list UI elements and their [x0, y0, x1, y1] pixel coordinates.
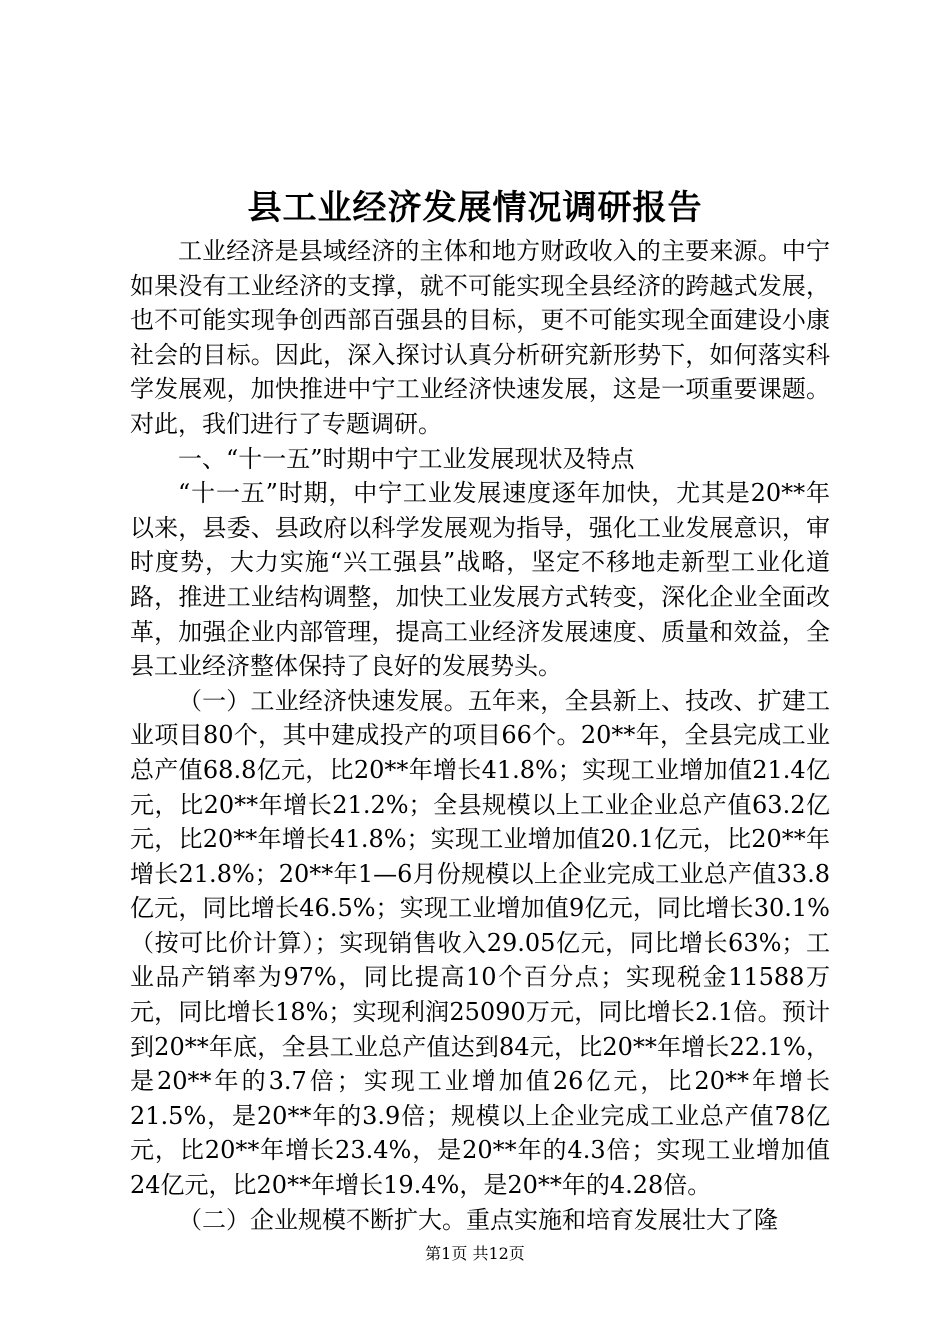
paragraph-subsection-2: （二）企业规模不断扩大。重点实施和培育发展壮大了隆 [178, 1205, 778, 1234]
document-body [130, 234, 830, 1237]
document-title: 县工业经济发展情况调研报告 [247, 188, 703, 228]
paragraph-overview: “十一五”时期，中宁工业发展速度逐年加快，尤其是20**年以来，县委、县政府以科学发展观为指导，强化工业发展意识，审时度势，大力实施“兴工强县”战略，坚定不移地走新型工业化道路，推进工业结构调整，加快工业发展方式转变，深化企业全面改革，加强企业内部管理，提高工业经济发展速度、质量和效益，全县工业经济整体保持了良好的发展势头。 [130, 479, 830, 681]
paragraph-intro: 工业经济是县域经济的主体和地方财政收入的主要来源。中宁如果没有工业经济的支撑，就不可能实现全县经济的跨越式发展，也不可能实现争创西部百强县的目标，更不可能实现全面建设小康社会的目标。因此，深入探讨认真分析研究新形势下，如何落实科学发展观，加快推进中宁工业经济快速发展，这是一项重要课题。对此，我们进行了专题调研。 [130, 237, 830, 438]
paragraph-subsection-1: （一）工业经济快速发展。五年来，全县新上、技改、扩建工业项目80个，其中建成投产的项目66个。20**年，全县完成工业总产值68.8亿元，比20**年增长41.8%；实现工业增加值21.4亿元，比20**年增长21.2%；全县规模以上工业企业总产值63.2亿元，比20**年增长41.8%；实现工业增加值20.1亿元，比20**年增长21.8%；20**年1—6月份规模以上企业完成工业总产值33.8亿元，同比增长46.5%；实现工业增加值9亿元，同比增长30.1%（按可比价计算）；实现销售收入29.05亿元，同比增长63%；工业品产销率为97%，同比提高10个百分点；实现税金11588万元，同比增长18%；实现利润25090万元，同比增长2.1倍。预计到20**年底，全县工业总产值达到84元，比20**年增长22.1%，是20**年的3.7倍；实现工业增加值26亿元，比20**年增长21.5%，是20**年的3.9倍；规模以上企业完成工业总产值78亿元，比20**年增长23.4%，是20**年的4.3倍；实现工业增加值24亿元，比20**年增长19.4%，是20**年的4.28倍。 [130, 686, 830, 1200]
page-footer: 第1页 共12页 [425, 1244, 525, 1263]
section-heading: 一、“十一五”时期中宁工业发展现状及特点 [178, 444, 635, 473]
